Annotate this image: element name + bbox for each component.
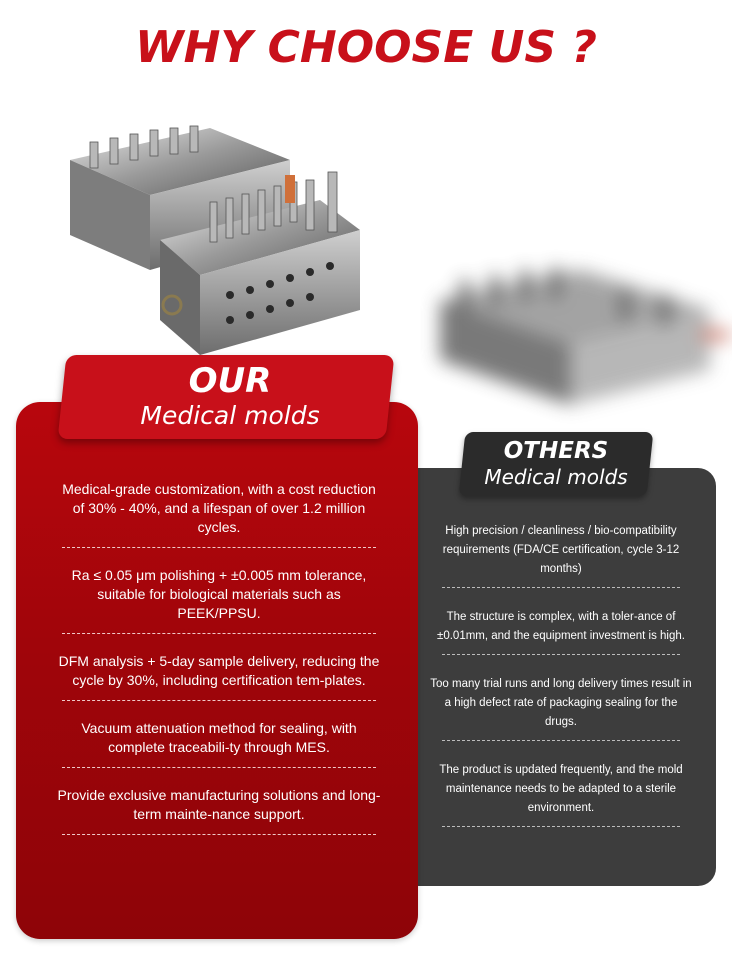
divider <box>442 740 680 741</box>
page-title: WHY CHOOSE US ? <box>135 22 597 73</box>
divider <box>442 587 680 588</box>
divider <box>62 633 376 634</box>
blurred-mold-image <box>420 250 732 410</box>
others-subtitle: Medical molds <box>484 465 628 489</box>
ours-item-5: Provide exclusive manufacturing solutions and long-term mainte-nance support. <box>57 787 381 822</box>
others-item-2: The structure is complex, with a toler-ance of ±0.01mm, and the equipment investment is high. <box>437 611 685 642</box>
ours-heading <box>100 360 360 430</box>
others-title: OTHERS <box>503 438 609 464</box>
others-heading <box>462 436 650 488</box>
others-item-1: High precision / cleanliness / bio-compatibility requirements (FDA/CE certification, cycle 3-12 months) <box>442 525 680 575</box>
others-list <box>430 514 692 839</box>
divider <box>442 654 680 655</box>
divider <box>62 547 376 548</box>
ours-item-2: Ra ≤ 0.05 μm polishing + ±0.005 mm tolerance, suitable for biological materials such as PEEK/PPSU. <box>71 567 367 621</box>
divider <box>62 767 376 768</box>
medical-mold-image <box>60 120 380 360</box>
divider <box>442 826 680 827</box>
ours-item-1: Medical-grade customization, with a cost reduction of 30% - 40%, and a lifespan of over 1.2 million cycles. <box>62 481 376 535</box>
divider <box>62 700 376 701</box>
others-item-3: Too many trial runs and long delivery times result in a high defect rate of packaging sealing for the drugs. <box>430 678 692 728</box>
others-item-4: The product is updated frequently, and the mold maintenance needs to be adapted to a sterile environment. <box>439 764 683 814</box>
ours-subtitle: Medical molds <box>140 401 320 430</box>
divider <box>62 834 376 835</box>
ours-item-4: Vacuum attenuation method for sealing, with complete traceabili-ty through MES. <box>81 720 357 755</box>
ours-list <box>56 472 382 845</box>
ours-item-3: DFM analysis + 5-day sample delivery, reducing the cycle by 30%, including certification tem-plates. <box>58 653 380 688</box>
ours-title: OUR <box>188 361 272 401</box>
